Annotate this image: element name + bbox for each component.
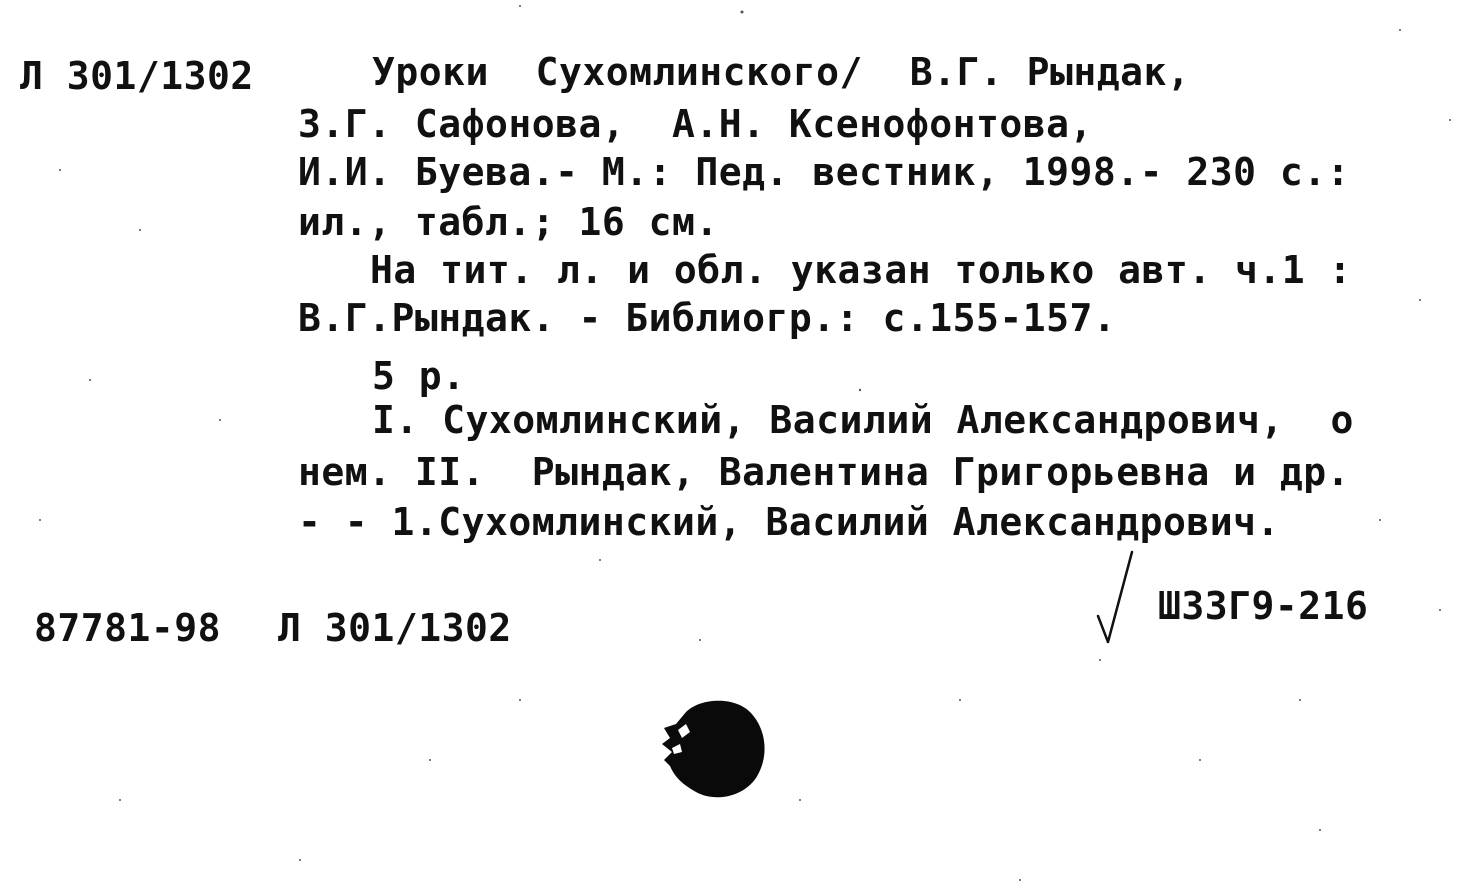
subject-line-8: I. Сухомлинский, Василий Александрович, о xyxy=(372,398,1354,442)
punch-hole xyxy=(656,694,772,804)
note-line-6: В.Г.Рындак. - Библиогр.: с.155-157. xyxy=(298,296,1117,340)
handwritten-check-mark xyxy=(1092,548,1142,648)
note-line-5: На тит. л. и обл. указан только авт. ч.1 : xyxy=(370,248,1352,292)
authors-line-2: З.Г. Сафонова, А.Н. Ксенофонтова, xyxy=(298,102,1093,146)
inventory-number: 87781-98 xyxy=(34,606,222,650)
publication-line-3: И.И. Буева.- М.: Пед. вестник, 1998.- 230 с.: xyxy=(298,150,1351,194)
shelf-mark-top: Л 301/1302 xyxy=(20,54,254,98)
shelf-mark-bottom: Л 301/1302 xyxy=(278,606,512,650)
price-line: 5 р. xyxy=(372,354,466,398)
physical-description-line-4: ил., табл.; 16 см. xyxy=(298,200,719,244)
subject-line-9: нем. II. Рындак, Валентина Григорьевна и др. xyxy=(298,450,1351,494)
title-line-1: Уроки Сухомлинского/ В.Г. Рындак, xyxy=(372,50,1191,94)
subject-line-10: - - 1.Сухомлинский, Василий Александрович. xyxy=(298,500,1280,544)
classification-code: Ш33Г9-216 xyxy=(1158,584,1369,628)
